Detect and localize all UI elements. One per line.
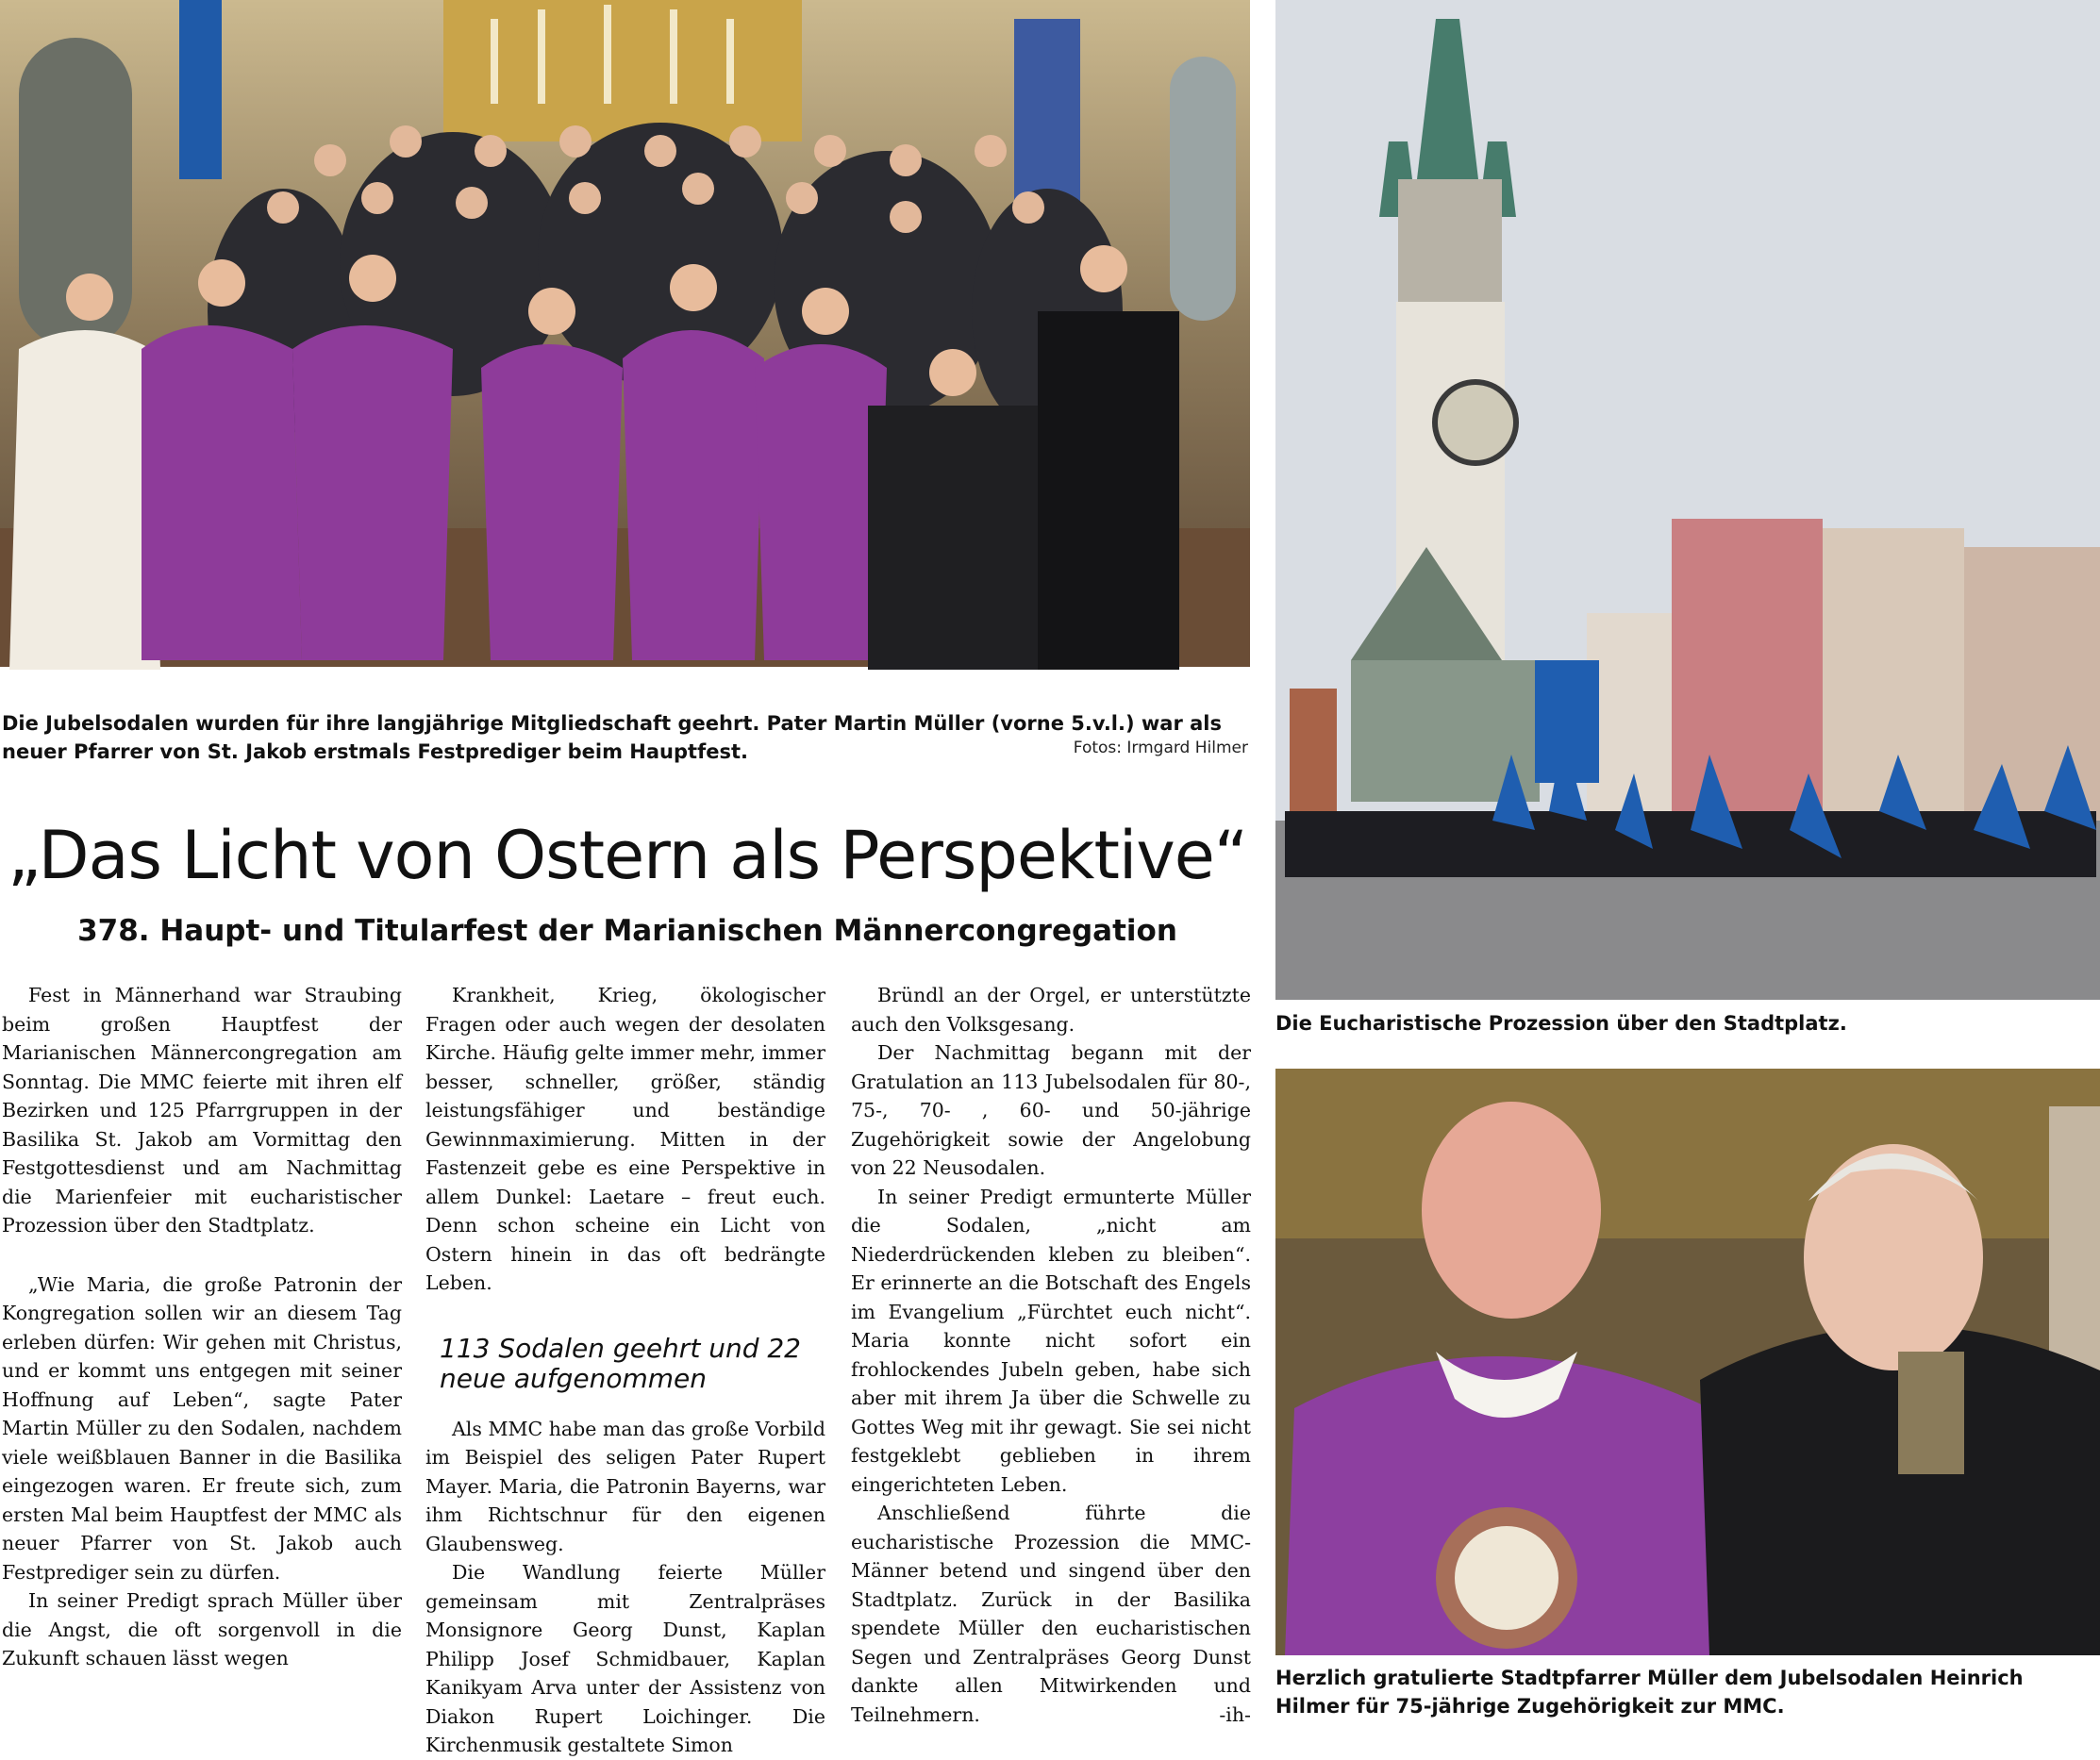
- photo-credit: Fotos: Irmgard Hilmer: [1073, 739, 1248, 757]
- article-column-1: [2, 981, 402, 1725]
- group-photo: [0, 0, 1250, 667]
- article-column-2: [425, 981, 825, 1756]
- author-byline: -ih-: [1219, 1702, 1251, 1726]
- paragraph: In seiner Predigt ermunterte Müller die Sodalen, „nicht am Niederdrückenden kleben zu bleiben“. Er erinnerte an die Botschaft des Engels im Evangelium „Fürchtet euch nicht“. Maria konnte nicht sofort ein frohlockendes Jubeln geben, habe sich aber mit ihrem Ja über die Schwelle zu Gottes Weg mit ihr gewagt. Sie sei nicht festgeklebt geblieben in ihrem eingerichteten Leben.: [851, 1185, 1251, 1496]
- paragraph: Die Wandlung feierte Müller gemeinsam mit Zentralpräses Monsignore Georg Dunst, Kaplan Philipp Josef Schmidbauer, Kaplan Kanikyam Arva unter der Assistenz von Diakon Rupert Loichinger. Die Kirchenmusik gestaltete Simon: [425, 1561, 825, 1756]
- paragraph: [851, 1499, 1251, 1729]
- paragraph: Krankheit, Krieg, ökologischer Fragen oder auch wegen der desolaten Kirche. Häufig gelte immer mehr, immer besser, schneller, größer, ständig leistungsfähiger und beständige Gewinnmaximierung. Mitten in der Fastenzeit gebe es eine Perspektive in allem Dunkel: Laetare – freut euch. Denn schon scheine ein Licht von Ostern hinein in das oft bedrängte Leben.: [425, 984, 825, 1294]
- article-column-3: [851, 981, 1251, 1725]
- paragraph-text: Anschließend führte die eucharistische Prozession die MMC-Männer betend und singend über den Stadtplatz. Zurück in der Basilika spendete Müller den eucharistischen Segen und Zentralpräses Georg Dunst dankte allen Mitwirkenden und Teilnehmern.: [851, 1502, 1251, 1726]
- paragraph: Der Nachmittag begann mit der Gratulation an 113 Jubelsodalen für 80-, 75-, 70- , 60- und 50-jährige Zugehörigkeit sowie der Angelobung von 22 Neusodalen.: [851, 1041, 1251, 1179]
- section-subheading: 113 Sodalen geehrt und 22 neue aufgenommen: [440, 1332, 801, 1394]
- paragraph: „Wie Maria, die große Patronin der Kongregation sollen wir an diesem Tag erleben dürfen: Wir gehen mit Christus, und er kommt uns entgegen mit seiner Hoffnung auf Leben“, sagte Pater Martin Müller zu den Sodalen, nachdem viele weißblauen Banner in die Basilika eingezogen waren. Er freute sich, zum ersten Mal beim Hauptfest der MMC als neuer Pfarrer von St. Jakob auch Festprediger sein zu dürfen.: [2, 1272, 402, 1584]
- group-photo-caption: Die Jubelsodalen wurden für ihre langjährige Mitgliedschaft geehrt. Pater Martin Müller (vorne 5.v.l.) war als neuer Pfarrer von St. Jakob erstmals Festprediger beim Hauptfest.: [2, 712, 1222, 763]
- article-subheadline: 378. Haupt- und Titularfest der Marianischen Männercongregation: [77, 914, 1177, 948]
- portrait-photo: [1275, 1069, 2100, 1655]
- paragraph: Fest in Männerhand war Straubing beim großen Hauptfest der Marianischen Männercongregation am Sonntag. Die MMC feierte mit ihren elf Bezirken und 125 Pfarrgruppen in der Basilika St. Jakob am Vormittag den Festgottesdienst und am Nachmittag die Marienfeier mit eucharistischer Prozession über den Stadtplatz.: [2, 984, 402, 1237]
- portrait-photo-caption: Herzlich gratulierte Stadtpfarrer Müller dem Jubelsodalen Heinrich Hilmer für 75-jährige Zugehörigkeit zur MMC.: [1275, 1667, 2024, 1718]
- article-headline: „Das Licht von Ostern als Perspektive“: [7, 817, 1248, 894]
- procession-photo: [1275, 0, 2100, 1000]
- paragraph: Bründl an der Orgel, er unterstützte auch den Volksgesang.: [851, 984, 1251, 1036]
- procession-photo-caption: Die Eucharistische Prozession über den Stadtplatz.: [1275, 1012, 1847, 1035]
- paragraph: Als MMC habe man das große Vorbild im Beispiel des seligen Pater Rupert Mayer. Maria, die Patronin Bayerns, war ihm Richtschnur für den eigenen Glaubensweg.: [425, 1417, 825, 1555]
- paragraph: In seiner Predigt sprach Müller über die Angst, die oft sorgenvoll in die Zukunft schauen lässt wegen: [2, 1589, 402, 1669]
